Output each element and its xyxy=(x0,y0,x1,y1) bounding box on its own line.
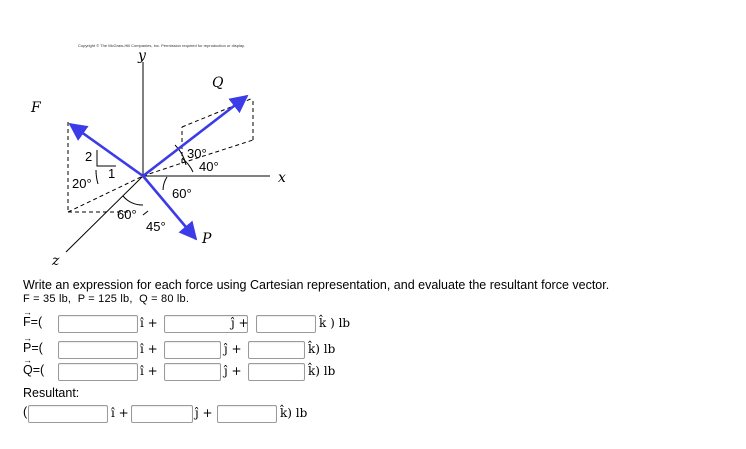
Q-j-input[interactable] xyxy=(164,363,221,381)
R-k-input[interactable] xyxy=(217,405,277,423)
Q-i-input[interactable] xyxy=(58,363,138,381)
label-z: z xyxy=(52,253,60,269)
R-i-input[interactable] xyxy=(28,405,108,423)
resultant-open-paren: ( xyxy=(23,405,28,419)
unit-k-label: k̂) lb xyxy=(308,364,336,378)
label-x: x xyxy=(278,170,286,186)
F-k-input[interactable] xyxy=(256,315,316,333)
unit-j-label: ĵ + xyxy=(231,316,249,330)
unit-k-label: k̂) lb xyxy=(308,342,336,356)
unit-i-label: î + xyxy=(111,406,129,420)
unit-k-label: k̂ ) lb xyxy=(319,316,351,330)
label-slope-2: 2 xyxy=(85,149,93,164)
label-20deg: 20° xyxy=(72,176,92,191)
label-30deg: 30° xyxy=(187,146,207,161)
Q-k-input[interactable] xyxy=(248,363,305,381)
force-F-arrow xyxy=(70,124,143,176)
label-F: F xyxy=(31,100,41,116)
label-45deg: 45° xyxy=(146,219,166,234)
unit-i-label: î + xyxy=(140,342,158,356)
label-y: y xyxy=(138,48,146,64)
label-Q: Q xyxy=(212,75,224,91)
vector-arrow-icon: → xyxy=(23,307,32,317)
vector-Q-symbol: → Q=( xyxy=(23,355,45,377)
given-values xyxy=(23,293,189,305)
given-P: P = 125 lb, xyxy=(77,293,133,305)
given-Q: Q = 80 lb. xyxy=(139,293,190,305)
unit-k-label: k̂) lb xyxy=(280,406,308,420)
label-60deg-p: 60° xyxy=(172,186,192,201)
unit-i-label: î + xyxy=(140,316,158,330)
P-j-input[interactable] xyxy=(164,341,221,359)
unit-j-label: ĵ + xyxy=(224,342,242,356)
force-Q-arrow xyxy=(143,96,247,176)
unit-i-label: î + xyxy=(140,364,158,378)
P-i-input[interactable] xyxy=(58,341,138,359)
question-prompt: Write an expression for each force using Cartesian representation, and evaluate the resultant force vector. xyxy=(23,278,610,292)
given-F: F = 35 lb, xyxy=(23,293,72,305)
vector-F-symbol: → F=( xyxy=(23,307,43,329)
label-40deg: 40° xyxy=(199,159,219,174)
P-k-input[interactable] xyxy=(248,341,305,359)
vector-arrow-icon: → xyxy=(23,355,32,365)
resultant-label: Resultant: xyxy=(23,386,80,400)
copyright-notice: Copyright © The McGraw-Hill Companies, Inc. Permission required for reproduction or display. xyxy=(78,43,245,48)
F-i-input[interactable] xyxy=(58,315,138,333)
R-j-input[interactable] xyxy=(131,405,193,423)
label-slope-1: 1 xyxy=(108,166,116,181)
vector-P-symbol: → P=( xyxy=(23,333,43,355)
label-60deg-z: 60° xyxy=(117,207,137,222)
unit-j-label: ĵ + xyxy=(195,406,213,420)
slope-triangle xyxy=(97,150,116,166)
unit-j-label: ĵ + xyxy=(224,364,242,378)
vector-arrow-icon: → xyxy=(23,333,32,343)
label-P: P xyxy=(202,231,212,247)
